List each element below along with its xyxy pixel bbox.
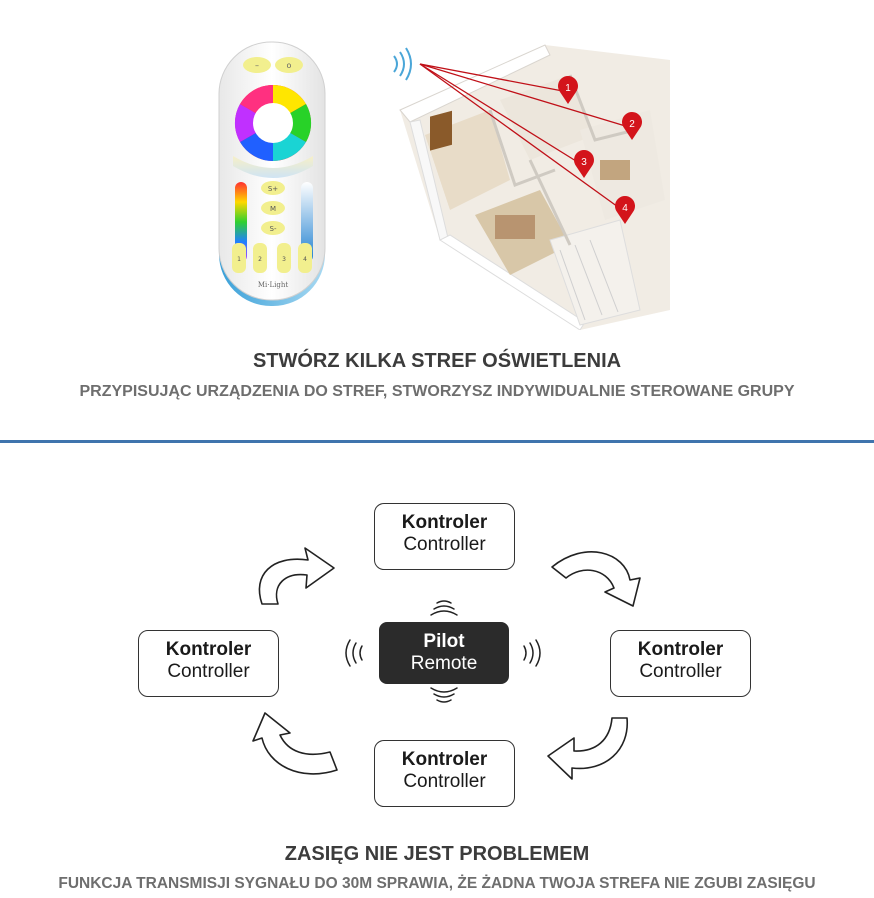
wifi-signal-icon	[394, 48, 411, 80]
controller-bottom-subtitle: Controller	[403, 771, 486, 792]
controller-top-subtitle: Controller	[403, 534, 486, 555]
pilot-title: Pilot	[423, 631, 465, 652]
zones-heading: STWÓRZ KILKA STREF OŚWIETLENIA	[252, 350, 622, 372]
pilot-remote-node	[379, 622, 509, 684]
range-subheading: FUNKCJA TRANSMISJI SYGNAŁU DO 30M SPRAWIA, ŻE ŻADNA TWOJA STREFA NIE ZGUBI ZASIĘGU	[58, 875, 816, 892]
controller-right-subtitle: Controller	[639, 661, 722, 682]
zone-marker-4-label: 4	[622, 203, 628, 214]
zone-marker-1-label: 1	[565, 83, 571, 94]
zone-marker-3-label: 3	[581, 157, 587, 168]
controller-node-left	[138, 630, 279, 697]
pilot-subtitle: Remote	[410, 653, 478, 674]
remote-s-minus-label: S-	[269, 225, 277, 233]
cycle-arrow-top-right	[552, 552, 640, 606]
svg-text:–: –	[255, 61, 259, 70]
cycle-arrow-bottom-left	[253, 713, 337, 774]
remote-m-label: M	[269, 205, 277, 213]
signal-waves-top	[431, 601, 457, 615]
controller-node-top	[374, 503, 515, 570]
controller-right-title: Kontroler	[637, 639, 724, 660]
signal-waves-left	[346, 640, 362, 666]
controller-top-title: Kontroler	[401, 512, 488, 533]
controller-bottom-title: Kontroler	[401, 749, 488, 770]
remote-zone-1-label: 1	[237, 256, 241, 263]
cycle-arrow-bottom-right	[548, 718, 627, 779]
controller-left-title: Kontroler	[165, 639, 252, 660]
remote-s-plus-label: S+	[267, 185, 279, 193]
signal-waves-bottom	[431, 688, 457, 702]
zones-subheading: PRZYPISUJĄC URZĄDZENIA DO STREF, STWORZYSZ INDYWIDUALNIE STEROWANE GRUPY	[79, 383, 795, 400]
controller-left-subtitle: Controller	[167, 661, 250, 682]
house-zones-illustration	[380, 40, 670, 330]
remote-brand-label: Mi·Light	[257, 281, 289, 289]
remote-zone-3-label: 3	[282, 256, 286, 263]
cycle-arrow-top-left	[259, 548, 334, 604]
controller-node-right	[610, 630, 751, 697]
zone-marker-2-label: 2	[629, 119, 635, 130]
svg-text:o: o	[286, 61, 292, 70]
remote-control-image	[215, 40, 330, 310]
signal-waves-right	[524, 640, 540, 666]
range-heading: ZASIĘG NIE JEST PROBLEMEM	[284, 843, 590, 865]
controller-node-bottom	[374, 740, 515, 807]
remote-zone-2-label: 2	[258, 256, 262, 263]
remote-zone-4-label: 4	[303, 256, 307, 263]
